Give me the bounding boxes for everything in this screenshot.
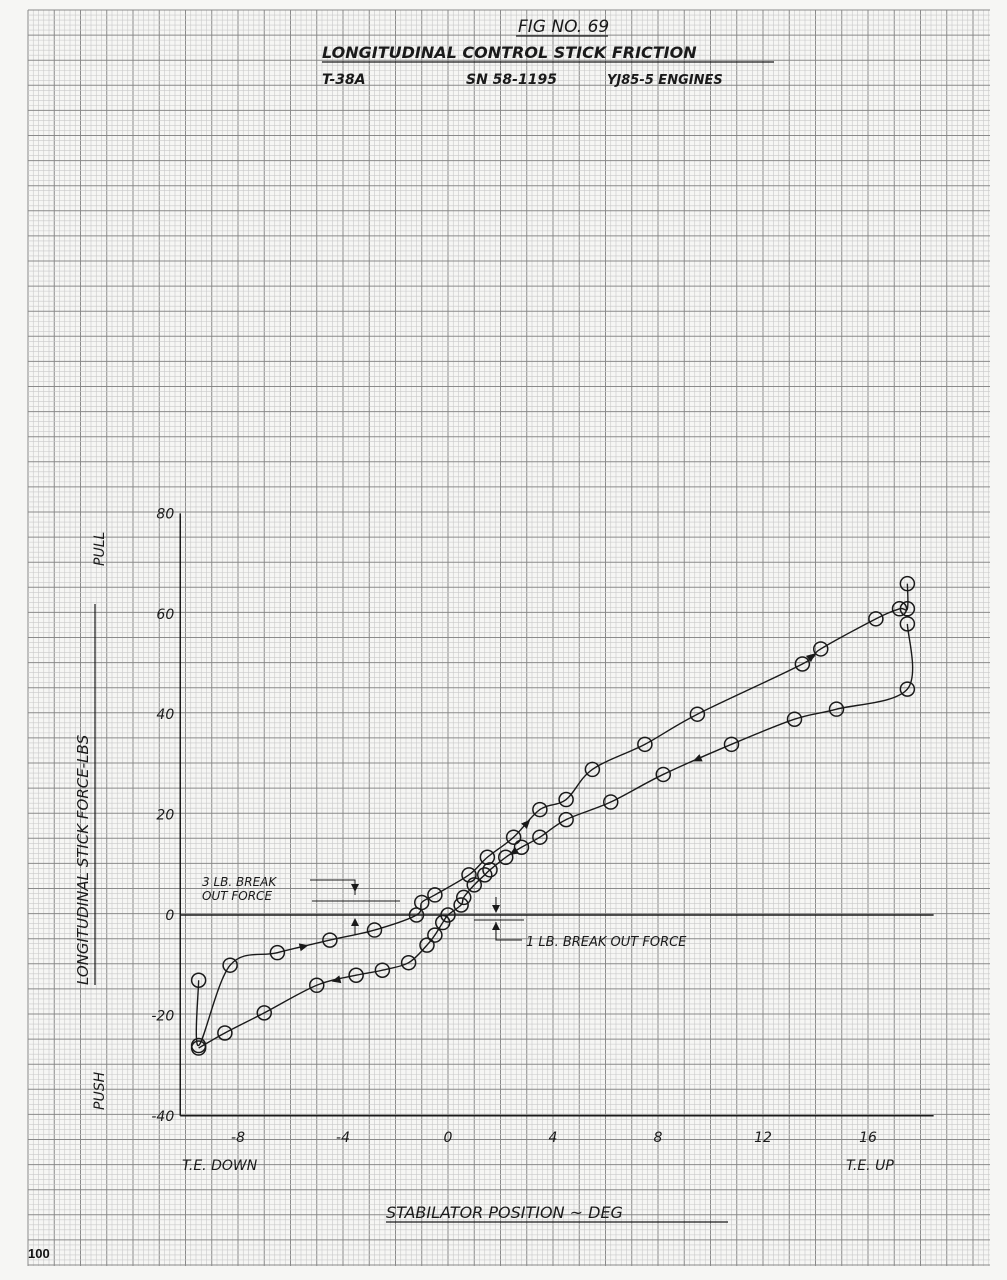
y-tick-label: 80	[156, 506, 175, 523]
y-tick-label: 0	[165, 908, 175, 924]
engine-type: YJ85-5 ENGINES	[607, 73, 723, 88]
x-negative-label: T.E. DOWN	[182, 1158, 258, 1174]
figure-title: LONGITUDINAL CONTROL STICK FRICTION	[322, 43, 697, 62]
x-axis-label: STABILATOR POSITION ~ DEG	[386, 1203, 623, 1222]
annotation-3lb-line1: 3 LB. BREAK	[202, 875, 277, 889]
x-tick-label: 4	[548, 1129, 558, 1146]
y-tick-label: -20	[151, 1008, 175, 1025]
annotation-1lb-leader	[496, 922, 522, 940]
y-negative-label: PUSH	[92, 1071, 108, 1110]
x-tick-label: 0	[443, 1129, 453, 1146]
figure-number: FIG NO. 69	[518, 17, 610, 37]
x-tick-label: -4	[336, 1129, 350, 1146]
aircraft-model: T-38A	[322, 72, 366, 88]
y-positive-label: PULL	[92, 531, 108, 566]
direction-arrow-increasing	[299, 941, 310, 951]
x-positive-label: T.E. UP	[846, 1158, 894, 1174]
y-tick-label: -40	[151, 1108, 175, 1125]
series-line-increasing	[196, 584, 908, 1046]
serial-number: SN 58-1195	[466, 72, 557, 88]
annotation-1lb-text: 1 LB. BREAK OUT FORCE	[526, 935, 687, 950]
y-tick-label: 20	[156, 807, 175, 824]
page-number: 100	[28, 1246, 50, 1261]
y-tick-label: 40	[156, 707, 175, 724]
graph-paper-grid	[28, 10, 990, 1266]
x-tick-label: 8	[653, 1129, 663, 1146]
y-tick-label: 60	[156, 606, 175, 623]
x-tick-label: 12	[754, 1129, 772, 1146]
y-axis-label: LONGITUDINAL STICK FORCE-LBS	[74, 734, 92, 985]
annotation-1lb-arrow-down	[492, 905, 500, 913]
annotation-3lb-arrow-up	[351, 918, 359, 926]
x-tick-label: -8	[231, 1129, 245, 1146]
x-tick-label: 16	[859, 1129, 877, 1146]
annotation-1lb-arrow-up	[492, 922, 500, 930]
annotation-3lb-line2: OUT FORCE	[202, 889, 273, 903]
